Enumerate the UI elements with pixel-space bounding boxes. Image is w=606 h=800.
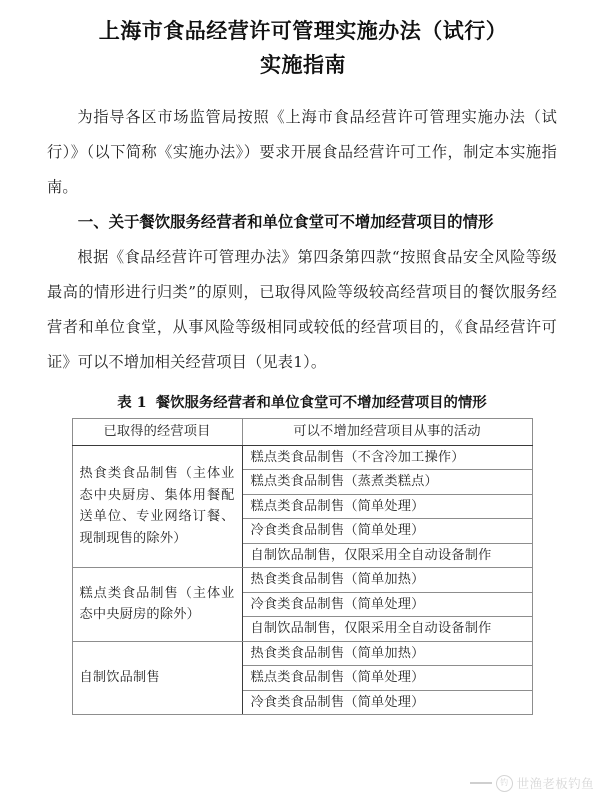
table-caption-text: 餐饮服务经营者和单位食堂可不增加经营项目的情形 [155,394,487,411]
table-head [72,419,532,446]
activity-cell: 糕点类食品制售（简单处理） [242,666,532,691]
activity-cell: 冷食类食品制售（简单处理） [242,519,532,544]
exemption-table [72,418,533,715]
table-caption-number: 表 1 [117,394,147,411]
activity-cell: 自制饮品制售，仅限采用全自动设备制作 [242,617,532,642]
activity-cell: 自制饮品制售，仅限采用全自动设备制作 [242,543,532,568]
obtained-item-cell-1: 热食类食品制售（主体业态中央厨房、集体用餐配送单位、专业网络订餐、现制现售的除外） [72,445,242,568]
page-title-line-1: 上海市食品经营许可管理实施办法（试行） [98,19,508,43]
activity-cell: 冷食类食品制售（简单处理） [242,592,532,617]
watermark [470,774,594,792]
table-body [72,445,532,715]
activity-cell: 糕点类食品制售（简单处理） [242,494,532,519]
obtained-item-cell-3: 自制饮品制售 [72,641,242,715]
table-container [47,418,557,715]
section-heading-1: 一、关于餐饮服务经营者和单位食堂可不增加经营项目的情形 [77,213,494,231]
section-1-paragraph: 根据《食品经营许可管理办法》第四条第四款“按照食品安全风险等级最高的情形进行归类”的原则，已取得风险等级较高经营项目的餐饮服务经营者和单位食堂，从事风险等级相同或较低的经营项目的，《食品经营许可证》可以不增加相关经营项目（见表1）。 [47,248,557,371]
watermark-dash-icon [470,782,492,784]
table-caption [47,392,557,414]
activity-cell: 热食类食品制售（简单加热） [242,641,532,666]
activity-cell: 热食类食品制售（简单加热） [242,568,532,593]
obtained-item-cell-2: 糕点类食品制售（主体业态中央厨房的除外） [72,568,242,642]
page-title-line-2: 实施指南 [260,53,346,77]
activity-cell: 糕点类食品制售（蒸煮类糕点） [242,470,532,495]
table-row [72,445,532,470]
column-header-permitted-activity: 可以不增加经营项目从事的活动 [242,419,532,446]
column-header-obtained-item: 已取得的经营项目 [72,419,242,446]
watermark-logo-icon: 钓 [496,775,513,792]
page-title [0,0,606,82]
activity-cell: 冷食类食品制售（简单处理） [242,690,532,715]
watermark-label: 世渔老板钓鱼 [516,776,594,791]
intro-paragraph: 为指导各区市场监管局按照《上海市食品经营许可管理实施办法（试行）》（以下简称《实施办法》）要求开展食品经营许可工作，制定本实施指南。 [47,108,557,196]
document-body [0,100,606,715]
table-row [72,568,532,593]
table-header-row [72,419,532,446]
activity-cell: 糕点类食品制售（不含冷加工操作） [242,445,532,470]
table-row [72,641,532,666]
